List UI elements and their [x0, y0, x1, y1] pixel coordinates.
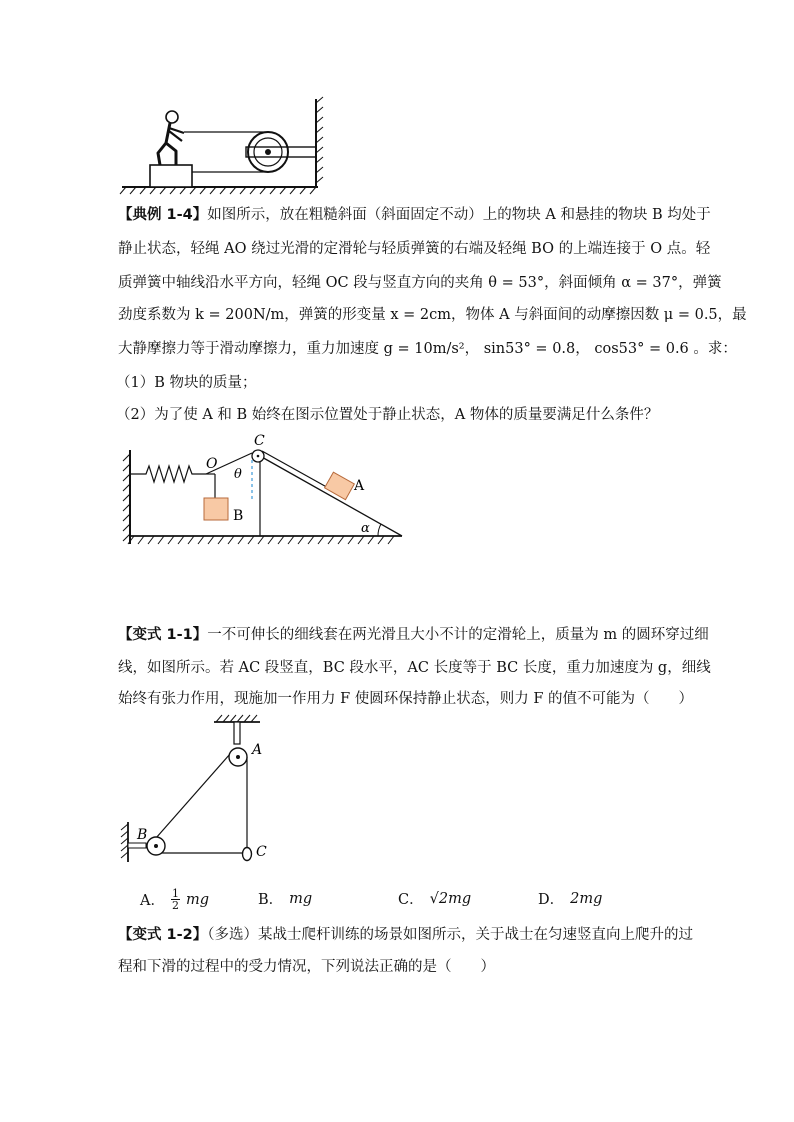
choice-text: 2mg: [570, 890, 603, 907]
denominator: 2: [171, 899, 179, 912]
text: 如图所示，放在粗糙斜面（斜面固定不动）上的物块 A 和悬挂的物块 B 均处于: [207, 207, 711, 223]
question-2: （2）为了使 A 和 B 始终在图示位置处于静止状态，A 物体的质量要满足什么条件？: [116, 407, 659, 423]
figure-pulley-ring: [118, 712, 278, 872]
example-1-4-line-4: 劲度系数为 k = 200N/m，弹簧的形变量 x = 2cm，物体 A 与斜面间的动摩擦因数 μ = 0.5，最: [118, 307, 747, 323]
label-c: C: [254, 433, 265, 449]
choice-d[interactable]: [538, 888, 602, 909]
label-a: A: [354, 478, 365, 494]
label-o: O: [206, 456, 218, 472]
figure-spring-incline: [120, 428, 415, 553]
label-a: A: [252, 742, 263, 758]
label-b: B: [137, 827, 148, 843]
label-b: B: [233, 508, 244, 524]
label-alpha: α: [361, 521, 370, 536]
example-1-4-line-3: 质弹簧中轴线沿水平方向，轻绳 OC 段与竖直方向的夹角 θ = 53°，斜面倾角 α = 37°，弹簧: [118, 275, 722, 291]
question-1: （1）B 物块的质量；: [116, 375, 257, 391]
choice-letter: D．: [538, 892, 565, 908]
text: 一不可伸长的细线套在两光滑且大小不计的定滑轮上，质量为 m 的圆环穿过细: [207, 627, 709, 643]
example-1-4-line-2: 静止状态，轻绳 AO 绕过光滑的定滑轮与轻质弹簧的右端及轻绳 BO 的上端连接于 O 点。轻: [118, 241, 711, 257]
choice-text: √2mg: [429, 890, 472, 907]
numerator: 1: [171, 887, 179, 900]
example-tag: 【典例 1-4】: [118, 207, 208, 223]
label-theta: θ: [234, 467, 242, 482]
variant-1-1-line-3: 始终有张力作用，现施加一作用力 F 使圆环保持静止状态，则力 F 的值不可能为（ ）: [118, 691, 694, 707]
choice-letter: B．: [258, 892, 284, 908]
variant-1-2-line-1: [118, 924, 693, 946]
text: （多选）某战士爬杆训练的场景如图所示，关于战士在匀速竖直向上爬升的过: [207, 927, 693, 943]
example-1-4-line-1: [118, 204, 711, 226]
variant-1-2-line-2: 程和下滑的过程中的受力情况，下列说法正确的是（ ）: [118, 959, 495, 975]
variant-tag: 【变式 1-2】: [118, 927, 208, 943]
example-1-4-line-5: 大静摩擦力等于滑动摩擦力，重力加速度 g = 10m/s²， sin53° = 0.8， cos53° = 0.6 。求：: [118, 341, 737, 357]
choice-c[interactable]: [398, 888, 471, 909]
choice-letter: C．: [398, 892, 424, 908]
choice-text: mg: [185, 891, 210, 908]
choice-text: mg: [289, 890, 313, 907]
variant-tag: 【变式 1-1】: [118, 627, 208, 643]
choice-b[interactable]: [258, 888, 312, 909]
choice-letter: A．: [140, 893, 165, 909]
answer-choices: [140, 888, 700, 912]
label-c: C: [256, 844, 267, 860]
variant-1-1-line-2: 线，如图所示。若 AC 段竖直，BC 段水平，AC 长度等于 BC 长度，重力加速度为 g，细线: [118, 660, 711, 676]
fraction: [171, 888, 180, 911]
figure-person-pulley: [118, 95, 328, 195]
choice-a[interactable]: [140, 888, 209, 911]
block-b: [204, 498, 228, 520]
variant-1-1-line-1: [118, 624, 709, 646]
